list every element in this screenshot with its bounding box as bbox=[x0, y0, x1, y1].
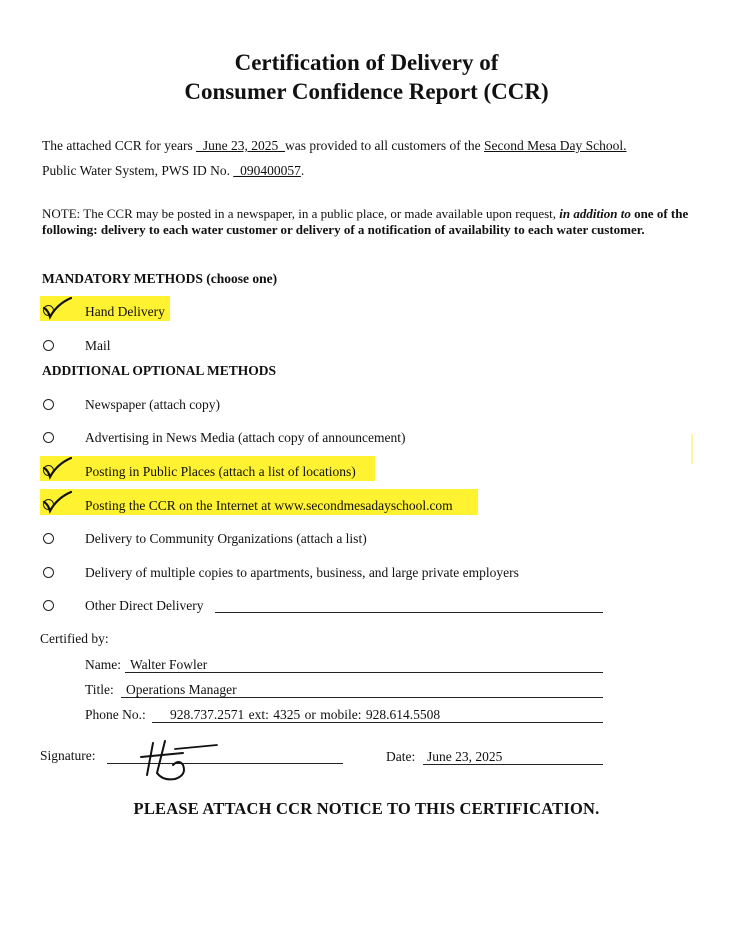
mandatory-heading: MANDATORY METHODS (choose one) bbox=[42, 271, 278, 286]
title-label: Title: bbox=[85, 682, 114, 697]
phone-label: Phone No.: bbox=[85, 707, 146, 722]
date-line[interactable] bbox=[423, 764, 603, 765]
certified-by-heading: Certified by: bbox=[40, 631, 109, 646]
title-line-2: Consumer Confidence Report (CCR) bbox=[184, 79, 549, 104]
intro-text-3: Public Water System, PWS ID No. bbox=[42, 163, 234, 178]
checkmark-icon bbox=[41, 296, 73, 320]
name-label: Name: bbox=[85, 657, 121, 672]
note-lead: NOTE: The CCR may be posted in a newspaper, in a public place, or made available upon request, bbox=[42, 206, 560, 221]
ccr-years: _June 23, 2025_ bbox=[196, 138, 285, 153]
intro-text-1: The attached CCR for years bbox=[42, 138, 197, 153]
method-multiple-copies: Delivery of multiple copies to apartments, business, and large private employers bbox=[85, 565, 519, 580]
intro-line-2 bbox=[42, 163, 304, 179]
method-other-delivery: Other Direct Delivery bbox=[85, 598, 204, 613]
checkmark-icon bbox=[41, 490, 73, 514]
note-rest: one of the following: delivery to each water customer or delivery of a notification of availability to each water customer. bbox=[42, 206, 689, 237]
scan-mark bbox=[691, 434, 693, 464]
note-emphasis: in addition to bbox=[559, 206, 631, 221]
title-line[interactable] bbox=[121, 697, 603, 698]
attach-notice: PLEASE ATTACH CCR NOTICE TO THIS CERTIFICATION. bbox=[133, 799, 600, 818]
method-newspaper: Newspaper (attach copy) bbox=[85, 397, 220, 412]
advertising-radio[interactable] bbox=[43, 432, 54, 443]
other-delivery-line[interactable] bbox=[215, 612, 603, 613]
note-paragraph bbox=[42, 206, 692, 238]
community-orgs-radio[interactable] bbox=[43, 533, 54, 544]
date-label: Date: bbox=[386, 749, 416, 764]
phone-value: 928.737.2571 ext: 4325 or mobile: 928.614.5508 bbox=[170, 707, 441, 722]
pws-id: _090400057 bbox=[233, 163, 301, 178]
method-community-orgs: Delivery to Community Organizations (attach a list) bbox=[85, 531, 367, 546]
multiple-copies-radio[interactable] bbox=[43, 567, 54, 578]
title-line-1: Certification of Delivery of bbox=[234, 50, 499, 75]
method-hand-delivery: Hand Delivery bbox=[85, 304, 165, 319]
other-delivery-radio[interactable] bbox=[43, 600, 54, 611]
intro-period: . bbox=[300, 163, 305, 178]
method-public-places: Posting in Public Places (attach a list of locations) bbox=[85, 464, 356, 479]
intro-text-2: was provided to all customers of the bbox=[284, 138, 485, 153]
mail-radio[interactable] bbox=[43, 340, 54, 351]
date-value: June 23, 2025 bbox=[427, 749, 503, 764]
phone-line[interactable] bbox=[152, 722, 603, 723]
title-value: Operations Manager bbox=[126, 682, 237, 697]
newspaper-radio[interactable] bbox=[43, 399, 54, 410]
signature-label: Signature: bbox=[40, 748, 96, 763]
signature-scribble bbox=[135, 735, 220, 783]
name-value: Walter Fowler bbox=[130, 657, 208, 672]
intro-line-1 bbox=[42, 138, 627, 154]
name-line[interactable] bbox=[125, 672, 603, 673]
optional-heading: ADDITIONAL OPTIONAL METHODS bbox=[42, 363, 277, 378]
system-name: Second Mesa Day School. bbox=[484, 138, 627, 153]
checkmark-icon bbox=[41, 456, 73, 480]
method-internet: Posting the CCR on the Internet at www.secondmesadayschool.com bbox=[85, 498, 453, 513]
method-mail: Mail bbox=[85, 338, 111, 353]
method-advertising: Advertising in News Media (attach copy of announcement) bbox=[85, 430, 406, 445]
